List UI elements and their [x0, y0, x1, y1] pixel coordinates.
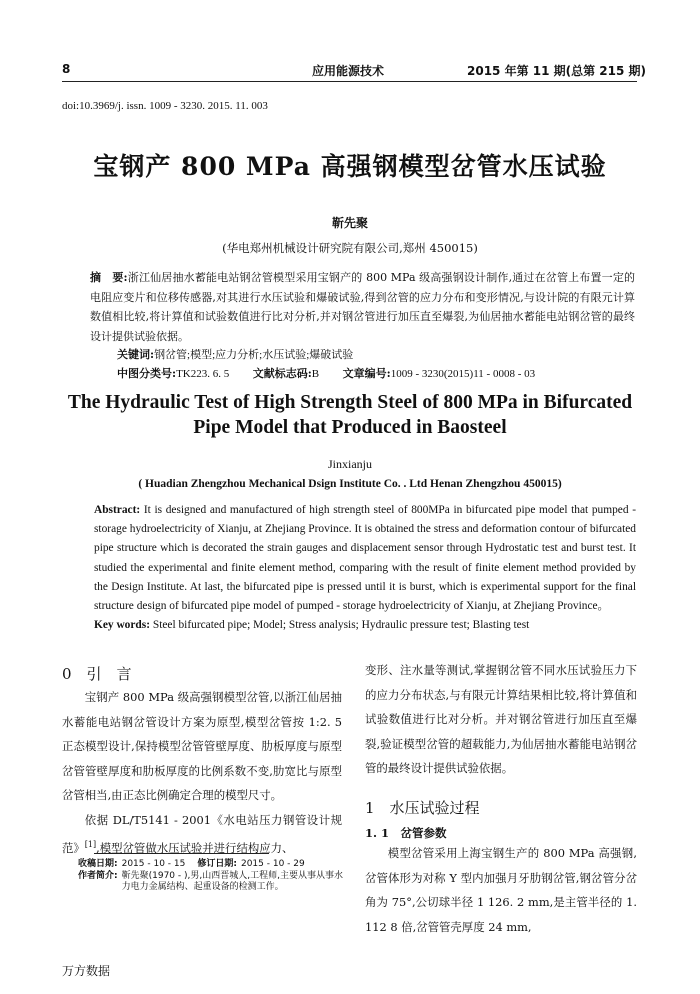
abstract-en-text: It is designed and manufactured of high strength steel of 800MPa in bifurcated pipe model that pumped - storage hydroelectricity of Xianju, at Zhejiang Province. It is obtained the stress and deformation contour of bifurcated pipe structure which is decorated the strain gauges and displacement sensor through Hydrostatic test and burst test. It studied the experimental and finite element method, comparing with the result of finite element method provided by the Design Institute. At last, the bifurcated pipe is pressed until it is burst, which is experimental support for the final structure design of bifurcated pipe model of pumped - storage hydroelectricity of Xianju, at Zhejiang Province。: [94, 504, 636, 613]
intro-p2-rest: ,模型岔管做水压试验并进行结构应力、: [96, 840, 294, 855]
section-0-left-text: [62, 685, 342, 860]
title-english: [0, 390, 700, 440]
keywords-cn-label: 关键词:: [117, 348, 155, 361]
keywords-cn-text: 钢岔管;模型;应力分析;水压试验;爆破试验: [154, 349, 354, 361]
affiliation-chinese: (华电郑州机械设计研究院有限公司,郑州 450015): [222, 241, 478, 255]
article-no-value: 1009 - 3230(2015)11 - 0008 - 03: [390, 368, 536, 380]
abstract-cn-text: 浙江仙居抽水蓄能电站钢岔管模型采用宝钢产的 800 MPa 级高强钢设计制作,通过在岔管上布置一定的电阻应变片和位移传感器,对其进行水压试验和爆破试验,得到岔管的应力分布和变形情况,与设计院的有限元计算数值相比较,将计算值和试验数值进行比对分析,并对钢岔管进行加压直至爆裂,为仙居抽水蓄能电站钢岔管的最终设计提供试验依据。: [90, 271, 635, 343]
subsection-1-1-text: 模型岔管采用上海宝钢生产的 800 MPa 高强钢,岔管体形为对称 Y 型内加强月牙肋钢岔管,钢岔管分岔角为 75°,公切球半径 1 126. 2 mm,是主管半径的 1. 112 8 倍,岔管管壳厚度 24 mm,: [365, 846, 637, 934]
section-1-heading: 1 水压试验过程: [365, 799, 480, 817]
abstract-chinese: [90, 268, 635, 346]
classification-line: [117, 365, 535, 381]
keywords-en-text: Steel bifurcated pipe; Model; Stress analysis; Hydraulic pressure test; Blasting test: [152, 619, 530, 632]
doc-code-label: 文献标志码:: [252, 367, 312, 380]
intro-p2-start: 依据 DL/T5141 - 2001《水电站压力钢管设计规范》: [62, 812, 342, 855]
doi[interactable]: doi:10.3969/j. issn. 1009 - 3230. 2015. 11. 003: [62, 100, 268, 112]
abstract-en-label: Abstract:: [94, 504, 141, 516]
author-chinese: 靳先聚: [331, 216, 368, 230]
clc-label: 中图分类号:: [117, 367, 177, 380]
abstract-english: [94, 501, 636, 635]
footnote-author: [78, 871, 350, 894]
clc-value: TK223. 6. 5: [176, 368, 230, 380]
section-0-heading: 0 引 言: [62, 665, 132, 683]
journal-name: 应用能源技术: [312, 64, 385, 78]
section-0-right-text: 变形、注水量等测试,掌握钢岔管不同水压试验压力下的应力分布状态,与有限元计算结果相比较,将计算值和试验数值进行比对分析。并对钢岔管进行加压直至爆裂,验证模型岔管的超载能力,为仙居抽水蓄能电站钢岔管的最终设计提供试验依据。: [365, 663, 637, 776]
article-no-label: 文章编号:: [342, 367, 391, 380]
keywords-en: [94, 616, 636, 635]
author-bio: 靳先聚(1970 - ),男,山西晋城人,工程师,主要从事从事水力电力金属结构、起重设备的检测工作。: [121, 870, 343, 892]
abstract-en-body: [94, 501, 636, 616]
citation-ref[interactable]: [1]: [84, 839, 97, 849]
keywords-cn: [117, 346, 353, 362]
watermark: 万方数据: [62, 964, 111, 978]
title-en-line2: Pipe Model that Produced in Baosteel: [193, 417, 507, 438]
received-label: 收稿日期:: [78, 859, 118, 869]
author-bio-label: 作者简介:: [78, 870, 118, 881]
author-english: Jinxianju: [328, 457, 372, 471]
revised-label: 修订日期:: [197, 859, 237, 869]
affiliation-english: ( Huadian Zhengzhou Mechanical Dsign Institute Co. . Ltd Henan Zhengzhou 450015): [138, 478, 562, 490]
footnote-rule: [94, 853, 269, 854]
keywords-en-label: Key words:: [94, 619, 150, 632]
abstract-cn-label: 摘 要:: [90, 271, 128, 284]
doc-code-value: B: [311, 368, 320, 380]
footnote: [78, 859, 350, 894]
revised-date: 2015 - 10 - 29: [240, 859, 305, 869]
page-number: 8: [62, 62, 71, 76]
subsection-1-1-heading: 1. 1 岔管参数: [365, 826, 447, 840]
header-rule: [62, 81, 637, 82]
title-chinese: 宝钢产 800 MPa 高强钢模型岔管水压试验: [93, 152, 607, 181]
issue-info: 2015 年第 11 期(总第 215 期): [467, 64, 647, 78]
intro-paragraph-1: 宝钢产 800 MPa 级高强钢模型岔管,以浙江仙居抽水蓄能电站钢岔管设计方案为原型,模型岔管按 1:2. 5 正态模型设计,保持模型岔管管壁厚度、肋板厚度与原型岔管管壁厚度和肋板厚度的比例系数不变,肋宽比与原型岔管相当,由正态比例确定合理的模型尺寸。: [62, 690, 342, 803]
received-date: 2015 - 10 - 15: [121, 859, 186, 869]
title-en-line1: The Hydraulic Test of High Strength Steel of 800 MPa in Bifurcated: [67, 392, 633, 413]
footnote-dates: [78, 859, 350, 871]
abstract-cn-body: [90, 268, 635, 346]
